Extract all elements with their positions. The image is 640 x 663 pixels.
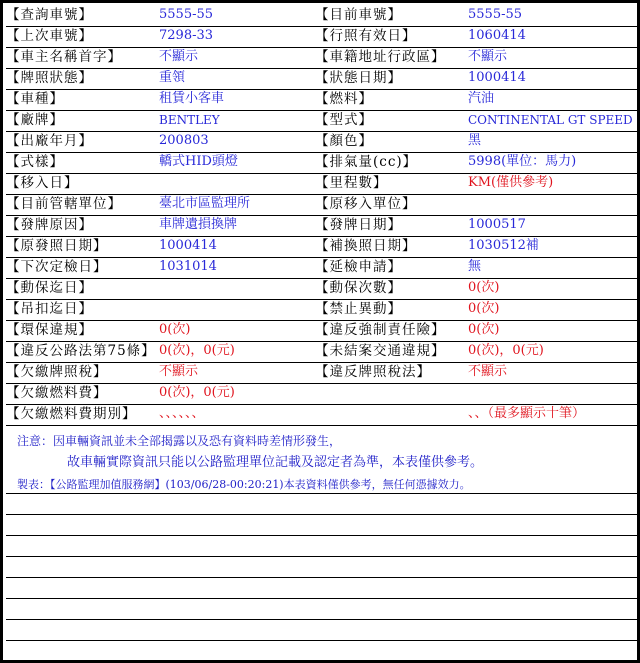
- field-label: 【狀態日期】: [315, 70, 402, 86]
- field-label: 【燃料】: [315, 91, 373, 107]
- table-row: [6, 404, 640, 426]
- rule-line: [6, 556, 640, 557]
- table-row: [6, 47, 640, 69]
- field-label: 【移入日】: [6, 175, 79, 191]
- field-value: 1060414: [468, 28, 526, 43]
- field-value: 1030512補: [468, 238, 539, 253]
- field-label: 【查詢車號】: [6, 7, 93, 23]
- field-label: 【欠繳牌照稅】: [6, 364, 108, 380]
- field-value: 1000517: [468, 217, 526, 232]
- rule-line: [6, 598, 640, 599]
- table-row: [6, 173, 640, 195]
- field-value: 、、（最多顯示十筆）: [468, 406, 586, 421]
- field-label: 【違反牌照稅法】: [315, 364, 431, 380]
- field-label: 【里程數】: [315, 175, 388, 191]
- table-row: [6, 341, 640, 363]
- field-value: 0(次)，0(元): [159, 385, 235, 400]
- rule-line: [6, 640, 640, 641]
- table-row: [6, 68, 640, 90]
- field-label: 【車主名稱首字】: [6, 49, 122, 65]
- field-label: 【環保違規】: [6, 322, 93, 338]
- field-label: 【型式】: [315, 112, 373, 128]
- field-label: 【違反公路法第75條】: [6, 343, 156, 359]
- field-label: 【原移入單位】: [315, 196, 417, 212]
- field-label: 【廠牌】: [6, 112, 64, 128]
- table-row: [6, 26, 640, 48]
- field-value: 重領: [159, 70, 186, 85]
- field-label: 【發牌原因】: [6, 217, 93, 233]
- table-row: [6, 5, 640, 27]
- field-label: 【目前管轄單位】: [6, 196, 122, 212]
- field-label: 【禁止異動】: [315, 301, 402, 317]
- field-value: 不顯示: [159, 364, 199, 379]
- table-row: [6, 383, 640, 405]
- field-label: 【牌照狀態】: [6, 70, 93, 86]
- field-label: 【排氣量(cc)】: [315, 154, 418, 170]
- field-value: 0(次)，0(元): [468, 343, 544, 358]
- field-value: CONTINENTAL GT SPEED: [468, 113, 633, 127]
- field-value: 1031014: [159, 259, 217, 274]
- field-value: 不顯示: [468, 49, 508, 64]
- field-label: 【違反強制責任險】: [315, 322, 446, 338]
- field-value: KM(僅供參考): [468, 175, 554, 190]
- field-value: 0(次): [468, 322, 500, 337]
- field-value: 0(次): [468, 280, 500, 295]
- field-value: 、、、、、、: [159, 406, 205, 421]
- field-label: 【欠繳燃料費期別】: [6, 406, 137, 422]
- field-label: 【補換照日期】: [315, 238, 417, 254]
- field-label: 【上次車號】: [6, 28, 93, 44]
- field-value: 無: [468, 259, 482, 274]
- field-label: 【未結案交通違規】: [315, 343, 446, 359]
- field-value: 0(次)，0(元): [159, 343, 235, 358]
- table-row: [6, 152, 640, 174]
- table-row: [6, 362, 640, 384]
- field-value: 轎式HID頭燈: [159, 154, 238, 169]
- field-value: 不顯示: [159, 49, 199, 64]
- field-label: 【目前車號】: [315, 7, 402, 23]
- rule-line: [6, 535, 640, 536]
- table-row: [6, 89, 640, 111]
- field-label: 【車種】: [6, 91, 64, 107]
- rule-line: [6, 619, 640, 620]
- field-label: 【動保迄日】: [6, 280, 93, 296]
- rule-line: [6, 577, 640, 578]
- field-value: 1000414: [159, 238, 217, 253]
- disclaimer-line-2: 故車輛實際資訊只能以公路監理單位記載及認定者為準，本表僅供參考。: [67, 455, 484, 470]
- field-value: 0(次): [468, 301, 500, 316]
- field-label: 【發牌日期】: [315, 217, 402, 233]
- field-value: BENTLEY: [159, 113, 220, 127]
- field-label: 【出廠年月】: [6, 133, 93, 149]
- disclaimer-line-3: 製表：【公路監理加值服務網】(103/06/28-00:20:21)本表資料僅供參考，無任何憑據效力。: [17, 478, 471, 491]
- field-label: 【原發照日期】: [6, 238, 108, 254]
- field-label: 【式樣】: [6, 154, 64, 170]
- table-row: [6, 299, 640, 321]
- field-value: 臺北市區監理所: [159, 196, 251, 211]
- field-label: 【動保次數】: [315, 280, 402, 296]
- field-value: 0(次): [159, 322, 191, 337]
- table-row: [6, 131, 640, 153]
- field-value: 7298-33: [159, 28, 214, 43]
- table-row: [6, 257, 640, 279]
- field-label: 【吊扣迄日】: [6, 301, 93, 317]
- rule-line: [6, 514, 640, 515]
- field-label: 【下次定檢日】: [6, 259, 108, 275]
- field-value: 200803: [159, 133, 209, 148]
- table-row: [6, 215, 640, 237]
- field-label: 【行照有效日】: [315, 28, 417, 44]
- field-value: 5555-55: [159, 7, 214, 22]
- table-row: [6, 320, 640, 342]
- table-row: [6, 278, 640, 300]
- field-label: 【欠繳燃料費】: [6, 385, 108, 401]
- field-label: 【車籍地址行政區】: [315, 49, 446, 65]
- field-value: 不顯示: [468, 364, 508, 379]
- field-value: 5555-55: [468, 7, 523, 22]
- disclaimer-line-1: 注意：因車輛資訊並未全部揭露以及恐有資料時差情形發生，: [17, 434, 342, 448]
- field-value: 車牌遺損換牌: [159, 217, 238, 232]
- field-value: 租賃小客車: [159, 91, 225, 106]
- field-label: 【延檢申請】: [315, 259, 402, 275]
- field-value: 汽油: [468, 91, 495, 106]
- table-row: [6, 236, 640, 258]
- field-value: 1000414: [468, 70, 526, 85]
- field-value: 5998(單位：馬力): [468, 154, 577, 169]
- field-value: 黑: [468, 133, 482, 148]
- rule-line: [6, 493, 640, 494]
- table-row: [6, 194, 640, 216]
- table-row: [6, 110, 640, 132]
- field-label: 【顏色】: [315, 133, 373, 149]
